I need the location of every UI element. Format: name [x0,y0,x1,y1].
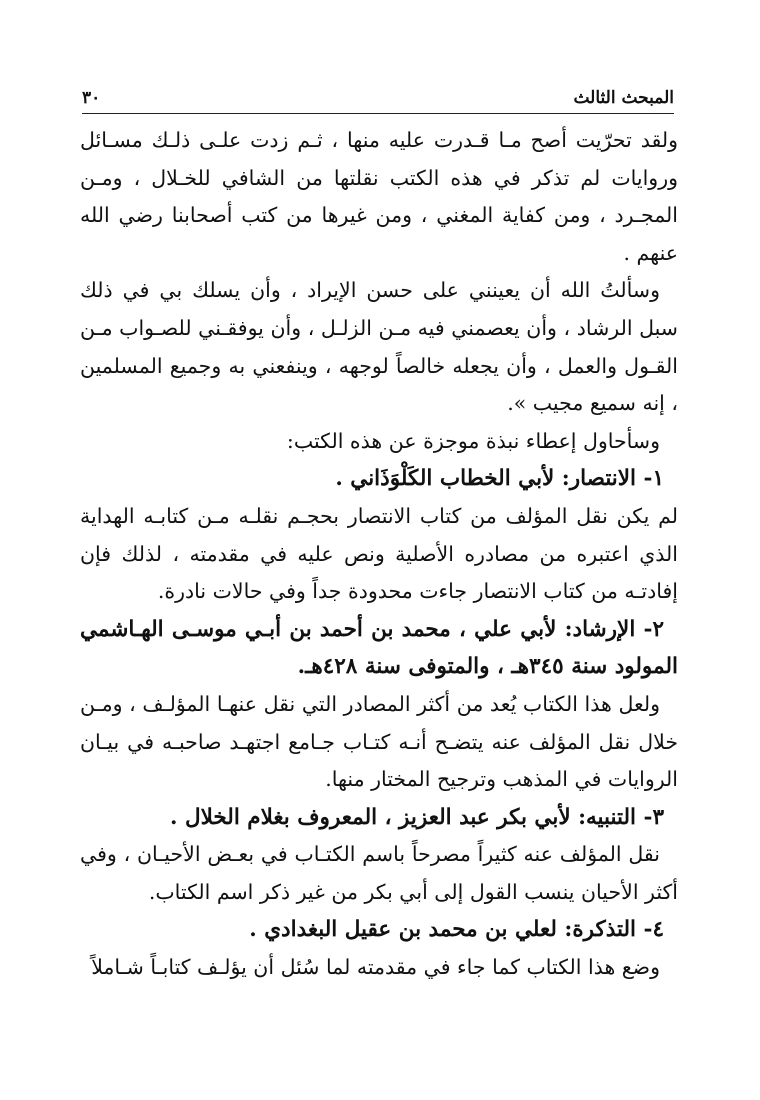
paragraph: وضع هذا الكتاب كما جاء في مقدمته لما سُئل أن يؤلـف كتابـاً شـاملاً [91,955,660,980]
paragraph: وسألتُ الله أن يعينني على حسن الإيراد ، وأن يسلك بي في ذلك سبل الرشاد ، وأن يعصمني فيه مـن الزلـل ، وأن يوفقـني للصـواب مـن القـول والعمل ، وأن يجعله خالصاً لوجهه ، وينفعني به وجميع المسلمين ، إنه سميع مجيب ». [80,278,678,416]
section-heading: ٣- التنبيه: لأبي بكر عبد العزيز ، المعروف بغلام الخلال . [169,804,664,830]
section-heading: ٢- الإرشاد: لأبي علي ، محمد بن أحمد بن أبـي موسـى الهـاشمي المولود سنة ٣٤٥هـ ، والمتوفى سنة ٤٢٨هـ. [80,616,678,680]
section-heading: ٤- التذكرة: لعلي بن محمد بن عقيل البغدادي . [249,917,664,943]
paragraph: وسأحاول إعطاء نبذة موجزة عن هذه الكتب: [286,428,660,453]
header-divider [82,113,674,114]
page-number: ٣٠ [82,88,101,108]
body-text [80,122,678,987]
running-head [82,82,674,108]
chapter-title: المبحث الثالث [573,88,674,108]
paragraph: نقل المؤلف عنه كثيراً مصرحاً باسم الكتـاب في بعـض الأحيـان ، وفي أكثر الأحيان ينسب القول إلى أبي بكر من غير ذكر اسم الكتاب. [80,842,678,904]
section-heading: ١- الانتصار: لأبي الخطاب الكَلْوَذَاني . [335,466,664,492]
paragraph: لم يكن نقل المؤلف من كتاب الانتصار بحجـم نقلـه مـن كتابـه الهداية الذي اعتبره من مصادره الأصلية ونص عليه في مقدمته ، لذلك فإن إفادتـه من كتاب الانتصار جاءت محدودة جداً وفي حالات نادرة. [80,503,678,604]
paragraph: ولقد تحرّيت أصح مـا قـدرت عليه منها ، ثـم زدت علـى ذلـك مسـائل وروايات لم تذكر في هذه الكتب نقلتها من الشافي للخـلال ، ومـن المجـرد ، ومن كفاية المغني ، ومن غيرها من كتب أصحابنا رضي الله عنهم . [80,128,678,265]
paragraph: ولعل هذا الكتاب يُعد من أكثر المصادر التي نقل عنهـا المؤلـف ، ومـن خلال نقل المؤلف عنه يتضـح أنـه كتـاب جـامع اجتهـد صاحبـه في بيـان الروايات في المذهب وترجيح المختار منها. [80,691,678,792]
